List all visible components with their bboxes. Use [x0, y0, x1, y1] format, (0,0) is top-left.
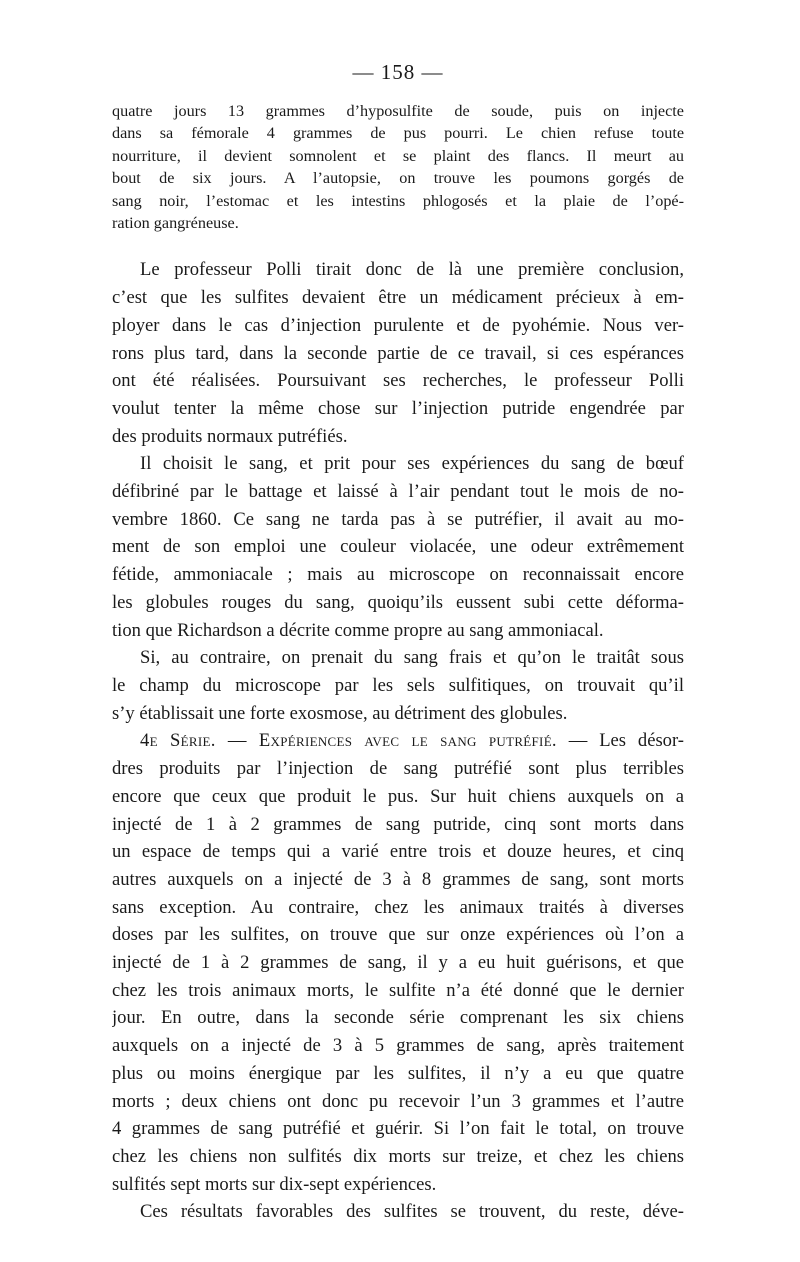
text-line: injecté de 1 à 2 grammes de sang, il y a eu huit guérisons, et que: [112, 952, 684, 974]
text-line: auxquels on a injecté de 3 à 5 grammes de sang, après traitement: [112, 1035, 684, 1057]
page-number: — 158 —: [352, 60, 444, 84]
paragraph-serie-4: [112, 727, 684, 1198]
text-line: s’y établissait une forte exosmose, au détriment des globules.: [112, 702, 568, 724]
text-line: dans sa fémorale 4 grammes de pus pourri. Le chien refuse toute: [112, 124, 684, 143]
text-line: encore que ceux que produit le pus. Sur huit chiens auxquels on a: [112, 785, 684, 807]
text-line: chez les trois animaux morts, le sulfite n’a été donné que le dernier: [112, 979, 684, 1001]
text-line: jour. En outre, dans la seconde série comprenant les six chiens: [112, 1007, 684, 1029]
text-line: dres produits par l’injection de sang putréfié sont plus terribles: [112, 758, 684, 780]
document-page: [112, 58, 684, 1226]
text-line: Il choisit le sang, et prit pour ses expériences du sang de bœuf: [140, 453, 684, 475]
paragraph-resultats: [112, 1198, 684, 1226]
text-line: Ces résultats favorables des sulfites se trouvent, du reste, déve-: [140, 1201, 684, 1223]
text-line: autres auxquels on a injecté de 3 à 8 grammes de sang, sont morts: [112, 868, 684, 890]
text-line: voulut tenter la même chose sur l’injection putride engendrée par: [112, 397, 684, 419]
section-heading: 4e Série. — Expériences avec le sang putréfié.: [140, 730, 557, 752]
paragraph-gap: [112, 234, 684, 256]
text-line: c’est que les sulfites devaient être un médicament précieux à em-: [112, 287, 684, 309]
paragraph-sang-de-boeuf: [112, 450, 684, 644]
text-line: les globules rouges du sang, quoiqu’ils eussent subi cette déforma-: [112, 591, 684, 613]
text-line: ont été réalisées. Poursuivant ses recherches, le professeur Polli: [112, 370, 684, 392]
text-line: doses par les sulfites, on trouve que sur onze expériences où l’on a: [112, 924, 684, 946]
text-line: rons plus tard, dans la seconde partie de ce travail, si ces espérances: [112, 342, 684, 364]
text-line: ration gangréneuse.: [112, 214, 239, 233]
text-line: sang noir, l’estomac et les intestins phlogosés et la plaie de l’opé-: [112, 191, 684, 210]
text-line: quatre jours 13 grammes d’hyposulfite de soude, puis on injecte: [112, 102, 684, 120]
heading-continuation: — Les désor-: [568, 730, 684, 752]
text-line: injecté de 1 à 2 grammes de sang putride, cinq sont morts dans: [112, 813, 684, 835]
text-line: vembre 1860. Ce sang ne tarda pas à se putréfier, il avait au mo-: [112, 508, 684, 530]
text-line: chez les chiens non sulfités dix morts sur treize, et chez les chiens: [112, 1145, 684, 1167]
text-line: le champ du microscope par les sels sulfitiques, on trouvait qu’il: [112, 674, 684, 696]
text-line: un espace de temps qui a varié entre trois et douze heures, et cinq: [112, 841, 684, 863]
text-line: défibriné par le battage et laissé à l’air pendant tout le mois de no-: [112, 481, 684, 503]
text-line: plus ou moins énergique par les sulfites, il n’y a eu que quatre: [112, 1062, 684, 1084]
text-line: ment de son emploi une couleur violacée, une odeur extrêmement: [112, 536, 684, 558]
text-line: nourriture, il devient somnolent et se plaint des flancs. Il meurt au: [112, 146, 684, 165]
text-line: bout de six jours. A l’autopsie, on trouve les poumons gorgés de: [112, 169, 684, 188]
text-line: ployer dans le cas d’injection purulente et de pyohémie. Nous ver-: [112, 314, 684, 336]
text-line: fétide, ammoniacale ; mais au microscope on reconnaissait encore: [112, 564, 684, 586]
text-line: morts ; deux chiens ont donc pu recevoir l’un 3 grammes et l’autre: [112, 1090, 684, 1112]
text-line: Le professeur Polli tirait donc de là une première conclusion,: [140, 259, 684, 281]
text-line: Si, au contraire, on prenait du sang frais et qu’on le traitât sous: [140, 647, 684, 669]
paragraph-experiment-continuation: [112, 100, 684, 234]
text-line: des produits normaux putréfiés.: [112, 425, 348, 447]
paragraph-sang-frais: [112, 644, 684, 727]
paragraph-polli-conclusion: [112, 256, 684, 450]
text-line: 4 grammes de sang putréfié et guérir. Si l’on fait le total, on trouve: [112, 1118, 684, 1140]
text-line: sulfités sept morts sur dix-sept expériences.: [112, 1173, 437, 1195]
text-line: tion que Richardson a décrite comme propre au sang ammoniacal.: [112, 619, 604, 641]
text-line: sans exception. Au contraire, chez les animaux traités à diverses: [112, 896, 684, 918]
text-line: [112, 727, 684, 755]
